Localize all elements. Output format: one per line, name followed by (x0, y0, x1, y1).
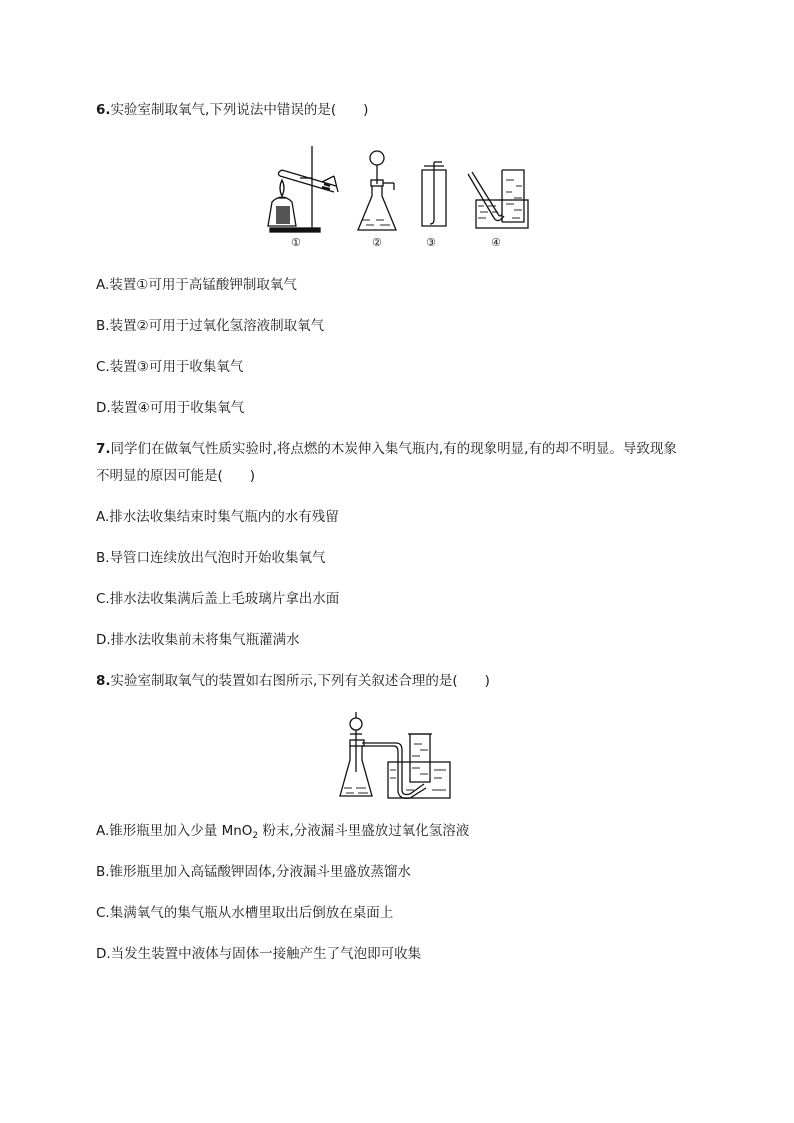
q7-option-a: A.排水法收集结束时集气瓶内的水有残留 (96, 509, 339, 525)
q8-option-c: C.集满氧气的集气瓶从水槽里取出后倒放在桌面上 (96, 905, 394, 921)
apparatus-figure-q8 (338, 710, 454, 802)
question-7-stem-line1 (96, 440, 677, 458)
question-number: 7. (96, 441, 111, 457)
q8-option-b: B.锥形瓶里加入高锰酸钾固体,分液漏斗里盛放蒸馏水 (96, 864, 411, 880)
q6-option-d: D.装置④可用于收集氧气 (96, 400, 245, 416)
question-text: 实验室制取氧气,下列说法中错误的是( ) (110, 102, 369, 118)
question-8-stem (96, 672, 490, 690)
label-apparatus-1: ① (291, 236, 301, 249)
q8-option-d: D.当发生装置中液体与固体一接触产生了气泡即可收集 (96, 946, 422, 962)
oxygen-generation-apparatus (338, 710, 454, 802)
subscript-2: 2 (252, 831, 259, 841)
question-number: 6. (96, 102, 111, 118)
question-6-stem (96, 101, 368, 119)
option-a-text-pre: A.锥形瓶里加入少量 MnO (96, 823, 253, 839)
option-a-text-post: 粉末,分液漏斗里盛放过氧化氢溶液 (258, 823, 470, 839)
q8-option-a (96, 822, 469, 840)
apparatus-figure-q6 (262, 140, 542, 252)
label-apparatus-2: ② (372, 236, 382, 249)
q7-option-b: B.导管口连续放出气泡时开始收集氧气 (96, 550, 326, 566)
q7-option-d: D.排水法收集前未将集气瓶灌满水 (96, 632, 300, 648)
question-number: 8. (96, 673, 111, 689)
q6-option-c: C.装置③可用于收集氧气 (96, 359, 244, 375)
label-apparatus-3: ③ (426, 236, 436, 249)
q6-option-b: B.装置②可用于过氧化氢溶液制取氧气 (96, 318, 325, 334)
label-apparatus-4: ④ (491, 236, 501, 249)
q6-option-a: A.装置①可用于高锰酸钾制取氧气 (96, 277, 297, 293)
question-text: 同学们在做氧气性质实验时,将点燃的木炭伸入集气瓶内,有的现象明显,有的却不明显。导致现象 (110, 441, 677, 457)
question-text: 实验室制取氧气的装置如右图所示,下列有关叙述合理的是( ) (110, 673, 490, 689)
question-7-stem-line2: 不明显的原因可能是( ) (96, 468, 256, 484)
q7-option-c: C.排水法收集满后盖上毛玻璃片拿出水面 (96, 591, 340, 607)
